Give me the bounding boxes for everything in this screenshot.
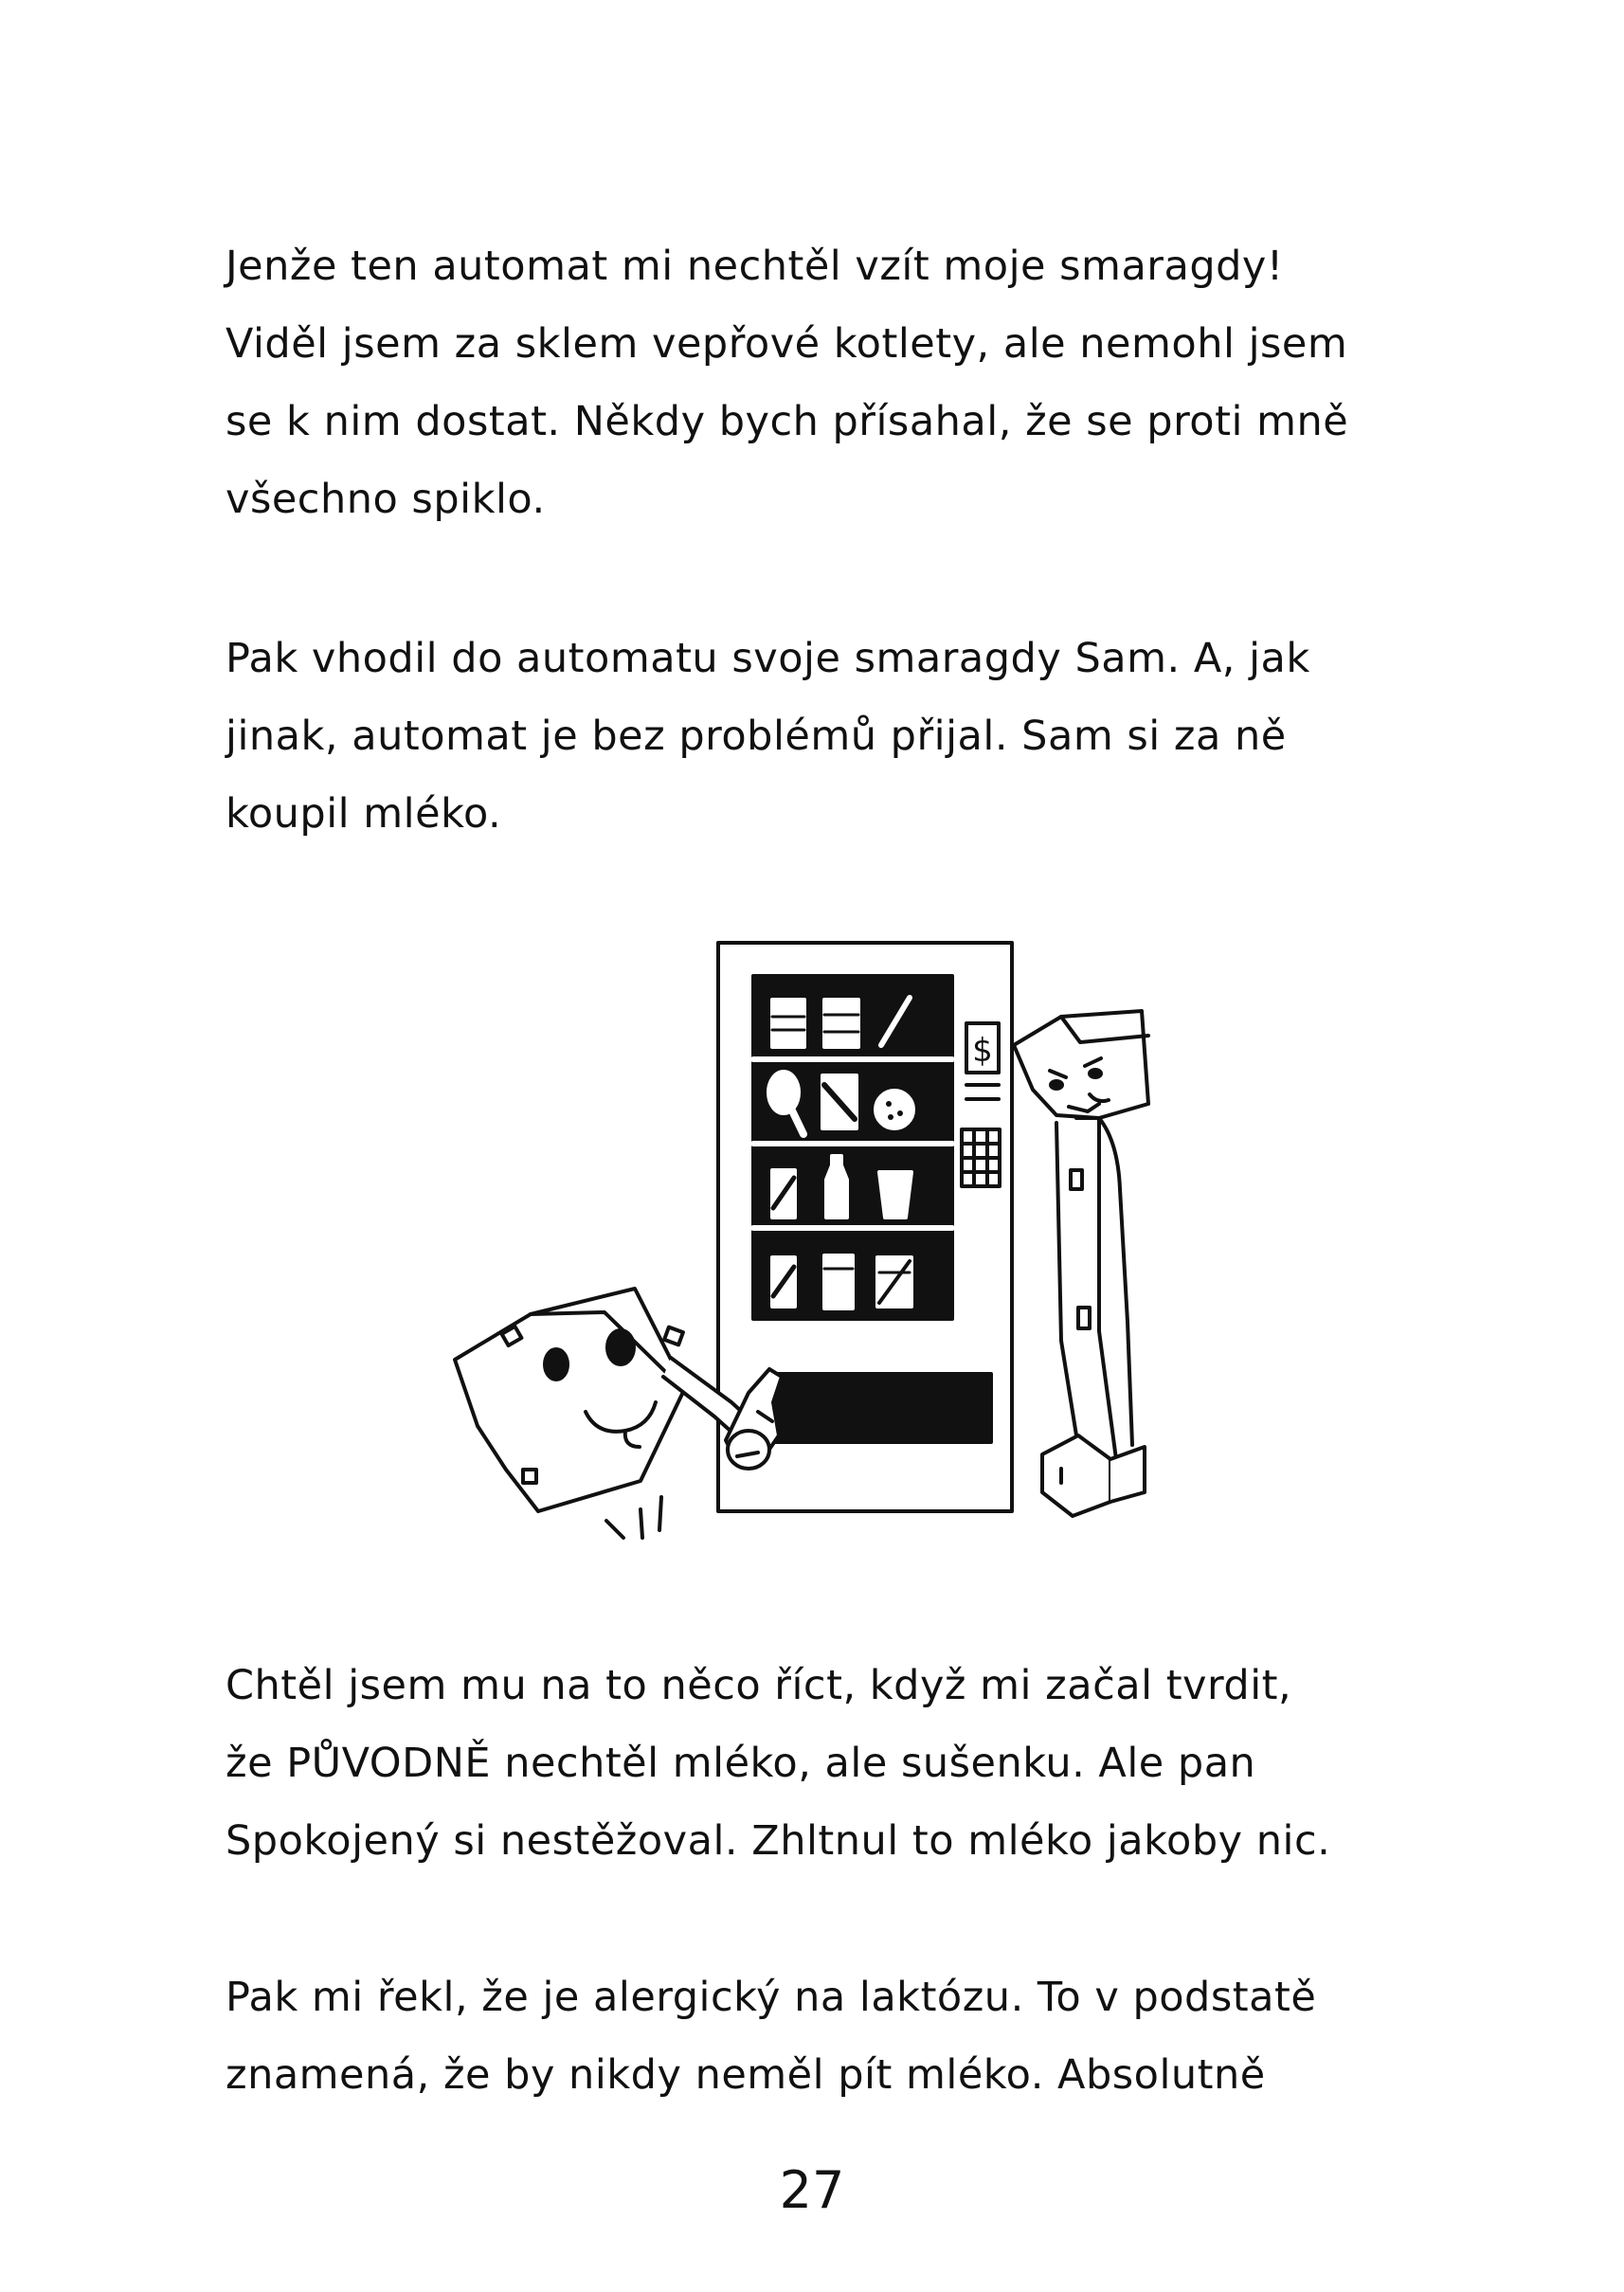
text-line: znamená, že by nikdy neměl pít mléko. Absolutně (226, 2051, 1266, 2099)
paragraph-3 (226, 1647, 1457, 1880)
cube-character (455, 1289, 782, 1538)
text-line: se k nim dostat. Někdy bych přísahal, že se proti mně (226, 398, 1349, 445)
text-line: Pak mi řekl, že je alergický na laktózu. To v podstatě (226, 1974, 1317, 2021)
text-line: Spokojený si nestěžoval. Zhltnul to mléko jakoby nic. (226, 1817, 1331, 1865)
paragraph-4 (226, 1958, 1457, 2114)
price-sign-glyph: $ (972, 1032, 993, 1070)
vending-machine-illustration (436, 924, 1251, 1568)
text-line: Chtěl jsem mu na to něco říct, když mi začal tvrdit, (226, 1662, 1292, 1709)
tall-character (1014, 1011, 1148, 1516)
text-line: koupil mléko. (226, 790, 502, 838)
text-line: Jenže ten automat mi nechtěl vzít moje smaragdy! (226, 243, 1284, 290)
text-line: Pak vhodil do automatu svoje smaragdy Sam. A, jak (226, 635, 1310, 682)
text-line: všechno spiklo. (226, 476, 546, 523)
text-line: že PŮVODNĚ nechtěl mléko, ale sušenku. Ale pan (226, 1740, 1256, 1787)
page-number: 27 (779, 2160, 845, 2220)
text-line: jinak, automat je bez problémů přijal. Sam si za ně (226, 713, 1287, 760)
text-line: Viděl jsem za sklem vepřové kotlety, ale nemohl jsem (226, 320, 1348, 368)
paragraph-1 (226, 227, 1457, 538)
paragraph-2 (226, 620, 1457, 853)
